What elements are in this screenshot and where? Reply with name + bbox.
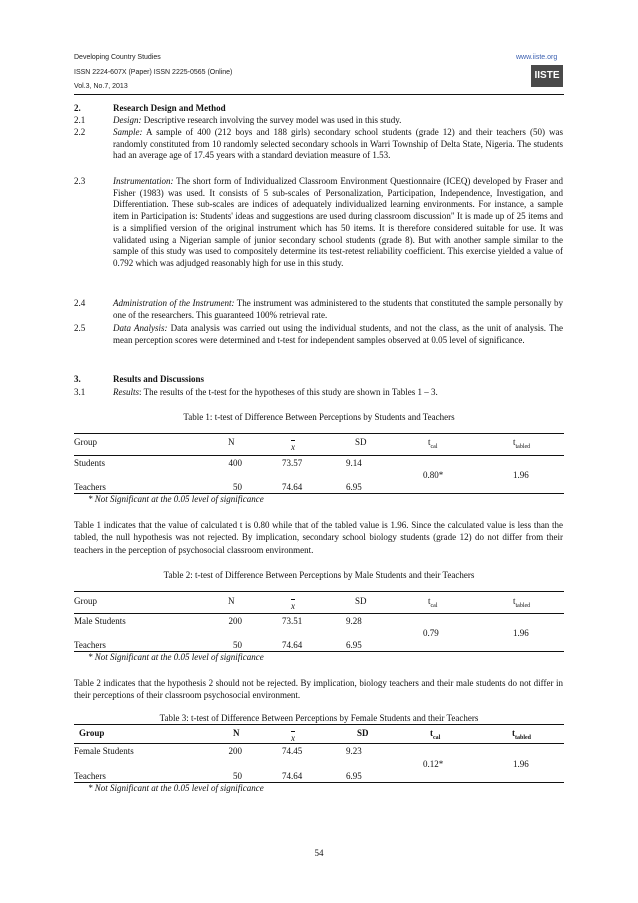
table-cell-group: Students <box>74 458 106 468</box>
table-cell-n: 50 <box>233 482 242 492</box>
table-note: * Not Significant at the 0.05 level of significance <box>88 652 264 662</box>
table-cell-mean: 74.45 <box>282 746 303 756</box>
col-header-group: Group <box>79 728 105 738</box>
subsection-number: 3.1 <box>74 387 86 397</box>
col-header-mean: x <box>291 601 295 611</box>
subsection-label: Instrumentation: <box>113 176 174 186</box>
col-header-mean: x <box>291 733 295 743</box>
ttabled-symbol: t <box>512 728 515 738</box>
subsection-text: The short form of Individualized Classroom Environment Questionnaire (ICEQ) developed by Fraser and Fisher (1983) was used. It consists of 5 sub-scales of Personalization, Participation, Independence, Investigation, and Differentiation. These sub-scales are indices of adequately individualized learning environments. For instance, a sample item in Participation is: Students' ideas and suggestions are used during classroom discussion" It is made up of 25 items and is a simplified version of the original instrument which has 50 items. It is therefore considered suitable for use. It was validated using a Nigerian sample of junior secondary school students (grade 8). But with another sample similar to the sample of this study was used to compositely determine its test-retest reliability coefficient. This exercise yielded a value of 0.792 which was adjudged reasonably high for use in this study. <box>113 176 563 268</box>
table-cell-group: Teachers <box>74 640 106 650</box>
col-header-tcal <box>428 437 438 450</box>
ttabled-subscript: tabled <box>515 602 531 609</box>
table-cell-ttabled: 1.96 <box>513 628 529 638</box>
table-cell-n: 400 <box>228 458 242 468</box>
table-top-rule <box>74 724 564 725</box>
table-cell-n: 200 <box>228 616 242 626</box>
subsection-text: Data analysis was carried out using the individual students, and not the class, as the unit of analysis. The mean perception scores were determined and t-test for independent samples observed at 0.05 level of significance. <box>113 323 563 345</box>
table1-discussion: Table 1 indicates that the value of calculated t is 0.80 while that of the tabled value is 1.96. Since the calculated value is less than the tabled, the null hypothesis was not rejected. By implication, secondary school biology students (grade 12) do not differ from their teachers in the perception of psychosocial classroom environment. <box>74 520 563 555</box>
iiste-logo: IISTE <box>531 65 563 87</box>
subsection-label: Data Analysis: <box>113 323 168 333</box>
table-cell-group: Teachers <box>74 771 106 781</box>
table-caption: Table 1: t-test of Difference Between Perceptions by Students and Teachers <box>183 412 455 422</box>
subsection-sample <box>113 127 563 162</box>
subsection-number: 2.2 <box>74 127 86 137</box>
ttabled-symbol: t <box>513 596 516 606</box>
col-header-n: N <box>228 596 235 606</box>
table-cell-n: 200 <box>228 746 242 756</box>
col-header-group: Group <box>74 596 97 606</box>
table-note: * Not Significant at the 0.05 level of significance <box>88 494 264 504</box>
table-top-rule <box>74 591 564 592</box>
table-header-rule <box>74 613 564 614</box>
journal-name: Developing Country Studies <box>74 54 161 61</box>
col-header-mean: x <box>291 442 295 452</box>
subsection-number: 2.4 <box>74 298 86 308</box>
table-cell-tcal: 0.12* <box>423 759 444 769</box>
col-header-sd: SD <box>357 728 369 738</box>
volume-line: Vol.3, No.7, 2013 <box>74 83 128 90</box>
table-cell-n: 50 <box>233 771 242 781</box>
table-cell-sd: 9.28 <box>346 616 362 626</box>
subsection-number: 2.3 <box>74 176 86 186</box>
subsection-instrumentation <box>113 176 563 270</box>
table-header-rule <box>74 743 564 744</box>
tcal-subscript: cal <box>430 602 438 609</box>
table-cell-ttabled: 1.96 <box>513 759 529 769</box>
col-header-tcal <box>430 728 440 741</box>
col-header-group: Group <box>74 437 97 447</box>
table-cell-sd: 9.23 <box>346 746 362 756</box>
table-caption: Table 3: t-test of Difference Between Perceptions by Female Students and their Teachers <box>159 713 479 723</box>
subsection-design <box>113 115 563 127</box>
subsection-text: The instrument was administered to the students that constituted the sample personally by one of the researchers. This guaranteed 100% retrieval rate. <box>113 298 563 320</box>
table-cell-sd: 6.95 <box>346 482 362 492</box>
col-header-ttabled <box>513 596 530 609</box>
table-cell-mean: 73.51 <box>282 616 303 626</box>
journal-url-link[interactable]: www.iiste.org <box>516 54 558 61</box>
tcal-symbol: t <box>428 437 431 447</box>
subsection-results <box>113 387 563 399</box>
ttabled-symbol: t <box>513 437 516 447</box>
subsection-data-analysis <box>113 323 563 346</box>
tcal-symbol: t <box>428 596 431 606</box>
col-header-sd: SD <box>355 437 367 447</box>
subsection-text: Descriptive research involving the survey model was used in this study. <box>141 115 402 125</box>
table-cell-tcal: 0.80* <box>423 470 444 480</box>
table-cell-mean: 74.64 <box>282 771 303 781</box>
subsection-text: : The results of the t-test for the hypotheses of this study are shown in Tables 1 – 3. <box>139 387 438 397</box>
table-cell-group: Teachers <box>74 482 106 492</box>
subsection-text: A sample of 400 (212 boys and 188 girls) secondary school students (grade 12) and their teachers (50) was randomly constituted from 10 randomly selected secondary schools in Warri Township of Delta State, Nigeria. The students had an average age of 17.45 years with a standard deviation measure of 1.53. <box>113 127 563 161</box>
col-header-ttabled <box>513 437 530 450</box>
page-number: 54 <box>314 848 324 858</box>
subsection-label: Results <box>113 387 139 397</box>
tcal-symbol: t <box>430 728 433 738</box>
table-cell-group: Female Students <box>74 746 134 756</box>
col-header-ttabled <box>512 728 531 741</box>
table-note: * Not Significant at the 0.05 level of significance <box>88 783 264 793</box>
ttabled-subscript: tabled <box>515 734 532 741</box>
col-header-n: N <box>233 728 240 738</box>
section-number: 3. <box>74 374 81 384</box>
table-cell-tcal: 0.79 <box>423 628 439 638</box>
table-cell-ttabled: 1.96 <box>513 470 529 480</box>
table-cell-group: Male Students <box>74 616 126 626</box>
subsection-label: Administration of the Instrument: <box>113 298 235 308</box>
table-caption: Table 2: t-test of Difference Between Perceptions by Male Students and their Teachers <box>163 570 475 580</box>
table-cell-sd: 9.14 <box>346 458 362 468</box>
table2-discussion: Table 2 indicates that the hypothesis 2 should not be rejected. By implication, biology teachers and their male students do not differ in their perceptions of their classroom psychosocial environment. <box>74 678 563 701</box>
table-cell-mean: 74.64 <box>282 482 303 492</box>
ttabled-subscript: tabled <box>515 443 531 450</box>
issn-line: ISSN 2224-607X (Paper) ISSN 2225-0565 (Online) <box>74 69 233 76</box>
col-header-sd: SD <box>355 596 367 606</box>
table-header-rule <box>74 455 564 456</box>
table-top-rule <box>74 433 564 434</box>
col-header-tcal <box>428 596 438 609</box>
tcal-subscript: cal <box>430 443 438 450</box>
subsection-number: 2.5 <box>74 323 86 333</box>
section-heading: Research Design and Method <box>113 103 226 113</box>
table-cell-mean: 73.57 <box>282 458 303 468</box>
table-cell-sd: 6.95 <box>346 640 362 650</box>
col-header-n: N <box>228 437 235 447</box>
subsection-administration <box>113 298 563 321</box>
subsection-number: 2.1 <box>74 115 86 125</box>
table-cell-mean: 74.64 <box>282 640 303 650</box>
header-rule <box>74 94 564 95</box>
subsection-label: Sample: <box>113 127 143 137</box>
table-cell-sd: 6.95 <box>346 771 362 781</box>
table-cell-n: 50 <box>233 640 242 650</box>
subsection-label: Design: <box>113 115 142 125</box>
tcal-subscript: cal <box>433 734 441 741</box>
section-heading: Results and Discussions <box>113 374 205 384</box>
section-number: 2. <box>74 103 81 113</box>
